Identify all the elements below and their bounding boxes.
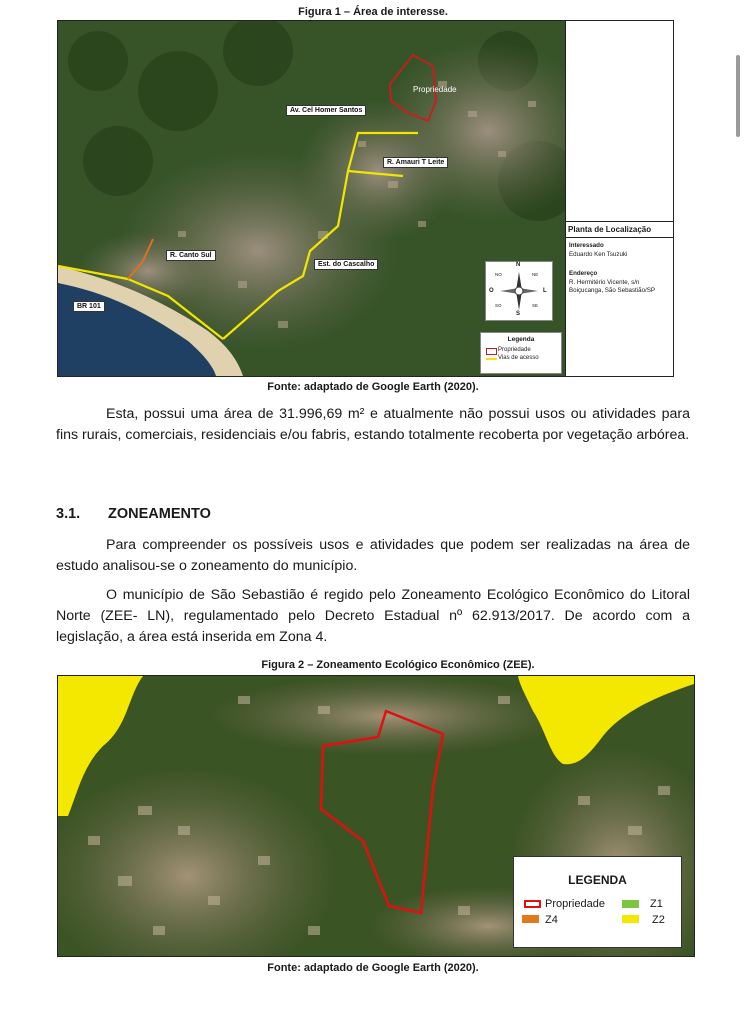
satellite-image [58,21,565,376]
zoning-legend [513,856,682,948]
swatch-z4 [522,915,539,923]
legend-title: Legenda [507,336,535,343]
legend-swatch-propriedade [486,348,497,355]
interessado-value: Eduardo Ken Tsuzuki [569,251,628,258]
paragraph-area: Esta, possui uma área de 31.996,69 m² e atualmente não possui usos ou atividades para fins rurais, comerciais, residenciais e/ou fabris, estando totalmente recoberta por vegetação arbórea. [56,406,690,443]
legend-swatch-vias [486,358,497,360]
road-label-br101: BR 101 [73,301,105,312]
endereco-label: Endereço [569,270,598,277]
legend-z4-label: Z4 [545,914,558,926]
legend-z2-label: Z2 [652,914,665,926]
road-label-r-amauri: R. Amauri T Leite [383,157,448,168]
swatch-z1 [622,900,639,908]
figure1-source: Fonte: adaptado de Google Earth (2020). [267,381,479,393]
endereco-line2: Boiçucanga, São Sebastião/SP [569,287,655,294]
interessado-label: Interessado [569,242,604,249]
road-label-est-cascalho: Est. do Cascalho [314,259,378,270]
compass-s: S [516,311,521,317]
compass-n: N [516,262,521,268]
road-label-av-cel: Av. Cel Homer Santos [286,105,366,116]
legend-propriedade-label: Propriedade [545,898,605,910]
location-map [57,20,674,377]
section-number: 3.1. [56,506,81,522]
property-label: Propriedade [413,85,457,94]
location-panel [565,21,674,376]
swatch-propriedade [524,900,541,908]
compass-o: O [489,288,494,294]
zoning-legend-title: LEGENDA [568,873,627,887]
panel-title: Planta de Localização [566,221,674,238]
legend-vias: Vias de acesso [498,355,539,361]
legend-propriedade: Propriedade [498,347,531,353]
endereco-line1: R. Hermitério Vicente, s/n [569,279,640,286]
paragraph-zee: O município de São Sebastião é regido pelo Zoneamento Ecológico Econômico do Litoral Norte (ZEE- LN), regulamentado pelo Decreto Estadual nº 62.913/2017. De acordo com a legislação, a área está inserida em Zona 4. [56,587,690,645]
compass-so: SO [495,303,502,308]
compass-se: SE [532,303,539,308]
road-label-r-canto: R. Canto Sul [166,250,216,261]
compass-ne: NE [532,272,539,277]
legend-z1-label: Z1 [650,898,663,910]
zoning-map [57,675,695,957]
scrollbar-thumb[interactable] [736,55,740,137]
paragraph-zoneamento-intro: Para compreender os possíveis usos e atividades que podem ser realizadas na área de estudo analisou-se o zoneamento do município. [56,537,690,574]
figure1-caption: Figura 1 – Área de interesse. [298,6,448,18]
compass-rose [485,261,553,321]
compass-l: L [543,288,547,294]
map-legend [480,332,562,374]
figure2-caption: Figura 2 – Zoneamento Ecológico Econômico (ZEE). [261,659,535,671]
section-title: ZONEAMENTO [108,506,211,522]
figure2-source: Fonte: adaptado de Google Earth (2020). [267,962,479,974]
compass-no: NO [495,272,502,277]
swatch-z2 [622,915,639,923]
